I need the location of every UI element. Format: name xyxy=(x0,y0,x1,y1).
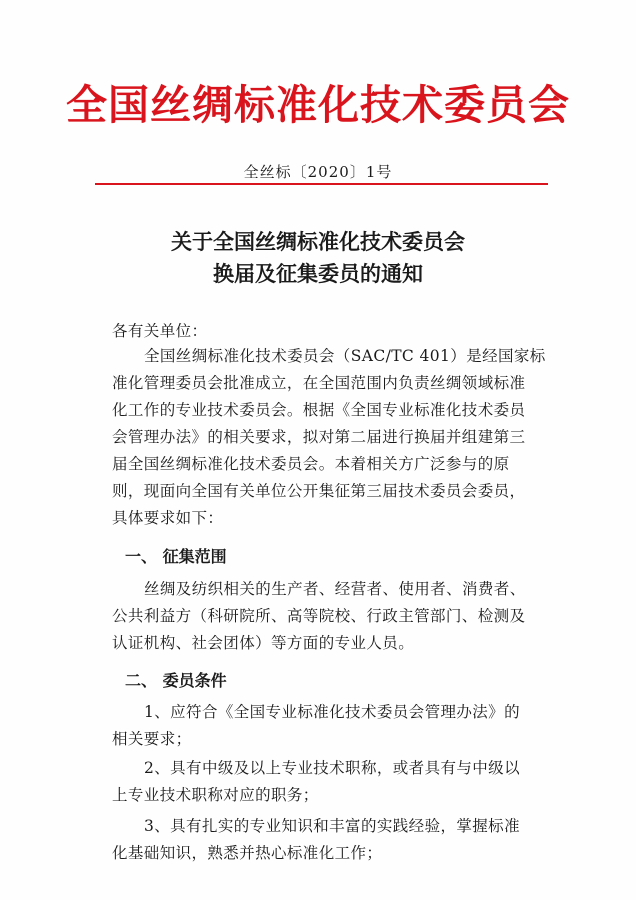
condition-item-line: 相关要求； xyxy=(112,730,192,748)
document-number: 全丝标〔2020〕1号 xyxy=(243,163,393,181)
condition-item-line: 2、具有中级及以上专业技术职称，或者具有与中级以 xyxy=(144,759,520,777)
scope-line: 丝绸及纺织相关的生产者、经营者、使用者、消费者、 xyxy=(144,580,526,598)
intro-line: 准化管理委员会批准成立，在全国范围内负责丝绸领域标准 xyxy=(112,374,526,392)
intro-line: 具体要求如下： xyxy=(112,509,224,527)
header-divider xyxy=(95,183,548,185)
intro-line: 化工作的专业技术委员会。根据《全国专业标准化技术委员 xyxy=(112,401,526,419)
intro-line: 会管理办法》的相关要求，拟对第二届进行换届并组建第三 xyxy=(112,428,526,446)
section-heading-scope: 一、 征集范围 xyxy=(125,547,227,566)
scope-line: 认证机构、社会团体）等方面的专业人员。 xyxy=(112,634,415,652)
condition-item-line: 1、应符合《全国专业标准化技术委员会管理办法》的 xyxy=(144,703,520,721)
intro-line: 届全国丝绸标准化技术委员会。本着相关方广泛参与的原 xyxy=(112,455,510,473)
scope-line: 公共利益方（科研院所、高等院校、行政主管部门、检测及 xyxy=(112,607,526,625)
condition-item-line: 上专业技术职称对应的职务； xyxy=(112,786,319,804)
condition-item-line: 3、具有扎实的专业知识和丰富的实践经验，掌握标准 xyxy=(144,817,520,835)
section-heading-conditions: 二、 委员条件 xyxy=(125,671,227,690)
condition-item-line: 化基础知识，熟悉并热心标准化工作； xyxy=(112,844,383,862)
intro-line: 全国丝绸标准化技术委员会（SAC/TC 401）是经国家标 xyxy=(144,347,546,365)
intro-line: 则，现面向全国有关单位公开集征第三届技术委员会委员， xyxy=(112,482,526,500)
notice-title-line-2: 换届及征集委员的通知 xyxy=(213,262,423,286)
salutation: 各有关单位： xyxy=(112,322,208,340)
organization-header: 全国丝绸标准化技术委员会 xyxy=(66,81,570,129)
notice-title-line-1: 关于全国丝绸标准化技术委员会 xyxy=(171,230,465,254)
